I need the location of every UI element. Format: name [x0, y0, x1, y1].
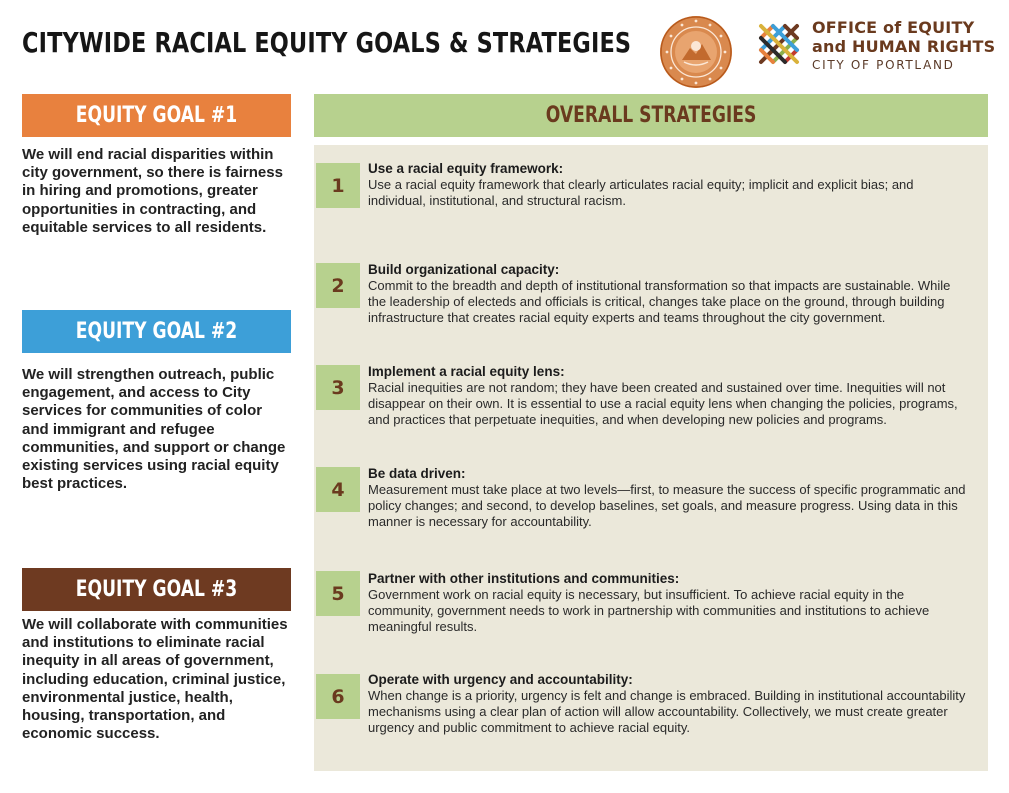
strategy-content [368, 364, 968, 427]
equity-goal-2-label: EQUITY GOAL #2 [75, 319, 238, 344]
city-seal-logo [658, 14, 734, 90]
strategy-number-badge: 6 [316, 674, 360, 719]
strategy-content [368, 571, 968, 634]
strategy-title: Use a racial equity framework: [368, 161, 564, 176]
equity-goal-3-text: We will collaborate with communities and institutions to eliminate racial inequity in all areas of government, including education, criminal justice, environmental justice, health, housing, transportation, and economic success. [22, 616, 288, 743]
strategy-number-badge: 3 [316, 365, 360, 410]
equity-goal-3-label: EQUITY GOAL #3 [75, 577, 238, 602]
strategy-title: Operate with urgency and accountability: [368, 672, 633, 687]
strategy-number-badge: 1 [316, 163, 360, 208]
equity-goal-1-header [22, 94, 291, 137]
equity-goal-2-text: We will strengthen outreach, public engagement, and access to City services for communities of color and immigrant and refugee communities, and support or change existing services using racial equity best practices. [22, 366, 286, 493]
strategy-body: Commit to the breadth and depth of institutional transformation so that impacts are sustainable. While the leadership of electeds and officials is critical, changes take place on the ground, through building infrastructure that creates racial equity experts and teams throughout the city government. [368, 278, 951, 325]
strategy-title: Implement a racial equity lens: [368, 364, 565, 379]
strategy-body: Government work on racial equity is necessary, but insufficient. To achieve racial equity in the community, government needs to work in partnership with communities and institutions to achieve meaningful results. [368, 587, 930, 634]
ohr-line-2: and HUMAN RIGHTS [812, 37, 996, 56]
overall-strategies-header [314, 94, 988, 137]
strategy-content [368, 466, 968, 529]
strategy-content [368, 161, 968, 209]
equity-goal-3-header [22, 568, 291, 611]
strategy-content [368, 262, 968, 325]
strategy-body: Racial inequities are not random; they have been created and sustained over time. Inequities will not disappear on their own. It is essential to use a racial equity lens when changing the policies, programs, and practices that perpetuate inequities, and when developing new policies and programs. [368, 380, 958, 427]
strategy-body: Use a racial equity framework that clearly articulates racial equity; implicit and explicit bias; and individual, institutional, and structural racism. [368, 177, 914, 208]
ohr-line-1: OFFICE of EQUITY [812, 18, 975, 37]
equity-goal-1-text: We will end racial disparities within city government, so there is fairness in hiring and promotions, greater opportunities in contracting, and equitable services to all residents. [22, 146, 283, 236]
overall-strategies-label: OVERALL STRATEGIES [545, 103, 757, 128]
ohr-line-3: CITY OF PORTLAND [812, 58, 955, 72]
ohr-wordmark [812, 18, 996, 72]
strategy-title: Be data driven: [368, 466, 466, 481]
strategy-body: Measurement must take place at two levels—first, to measure the success of specific programmatic and policy changes; and second, to develop baselines, set goals, and measure progress. Using data in this manner is necessary for accountability. [368, 482, 966, 529]
strategy-title: Partner with other institutions and communities: [368, 571, 680, 586]
page-title: CITYWIDE RACIAL EQUITY GOALS & STRATEGIES [22, 26, 632, 59]
strategy-number-badge: 4 [316, 467, 360, 512]
equity-goal-2-header [22, 310, 291, 353]
strategy-body: When change is a priority, urgency is felt and change is embraced. Building in institutional accountability mechanisms using a clear plan of action will allow accountability. Collectively, we must create greater urgency and public commitment to achieve racial equity. [368, 688, 966, 735]
strategy-number-badge: 2 [316, 263, 360, 308]
strategy-content [368, 672, 968, 735]
strategy-number-badge: 5 [316, 571, 360, 616]
strategy-title: Build organizational capacity: [368, 262, 560, 277]
strategies-panel [314, 145, 988, 771]
ohr-weave-logo [755, 20, 803, 68]
equity-goal-1-label: EQUITY GOAL #1 [75, 103, 238, 128]
